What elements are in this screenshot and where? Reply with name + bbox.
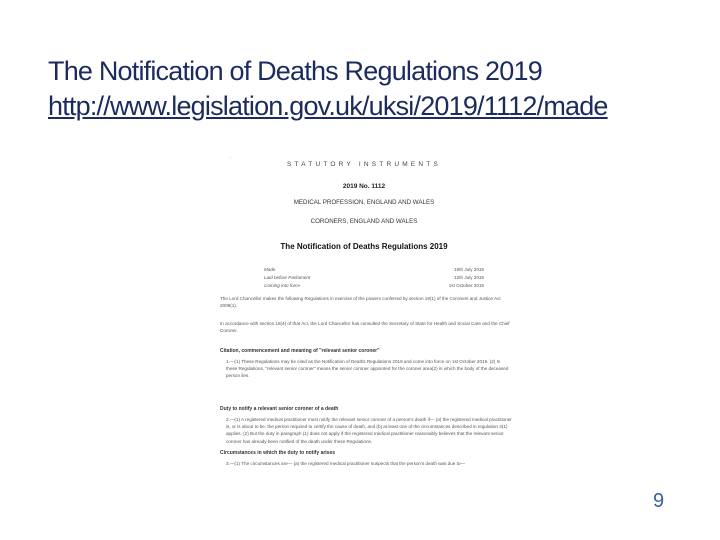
document-subject-medical: MEDICAL PROFESSION, ENGLAND AND WALES xyxy=(293,199,435,206)
preamble-paragraph: The Lord Chancellor makes the following Regulations in exercise of the powers conferred by section 18(1) of the Coroners and Justice Act 2009(1). xyxy=(220,296,501,309)
date-row-made xyxy=(264,266,484,274)
date-row-laid xyxy=(264,274,484,282)
document-dates xyxy=(264,266,484,290)
slide-title: The Notification of Deaths Regulations 2019 xyxy=(48,56,542,86)
document-title: The Notification of Deaths Regulations 2019 xyxy=(280,242,448,251)
document-series-label: STATUTORY INSTRUMENTS xyxy=(287,161,441,168)
date-row-in-force xyxy=(264,282,484,290)
regulation-3-text: 3.—(1) The circumstances are— (a) the registered medical practitioner suspects that the person's death was due to— xyxy=(226,461,466,466)
section-heading-citation: Citation, commencement and meaning of "relevant senior coroner" xyxy=(220,348,380,354)
statutory-instrument-document xyxy=(214,152,514,490)
date-label: Coming into force xyxy=(264,283,301,288)
legislation-link[interactable]: http://www.legislation.gov.uk/uksi/2019/1112/made xyxy=(48,91,608,121)
date-value: 1st October 2019 xyxy=(448,283,484,288)
section-heading-duty: Duty to notify a relevant senior coroner of a death xyxy=(220,406,339,412)
date-value: 10th July 2019 xyxy=(454,267,484,272)
date-label: Laid before Parliament xyxy=(264,275,311,280)
regulation-2-text: 2.—(1) A registered medical practitioner must notify the relevant senior coroner of a person's death if— (a) the registered medical practitioner is, or is about to be, the person required to certify the cause of death, and (b) at least one of the circumstances described in regulation 3(1) applies. (2) But the duty in paragraph (1) does not apply if the registered medical practitioner reasonably believes that the relevant senior coroner has already been notified of the death under these Regulations. xyxy=(226,417,512,444)
consultation-paragraph: In accordance with section 18(4) of that Act, the Lord Chancellor has consulted the Secretary of State for Health and Social Care and the Chief Coroner. xyxy=(220,321,510,334)
document-number: 2019 No. 1112 xyxy=(342,183,386,190)
page-number: 9 xyxy=(653,490,665,512)
section-heading-circumstances: Circumstances in which the duty to notify arises xyxy=(220,450,336,456)
date-label: Made xyxy=(264,267,276,272)
document-subject-coroners: CORONERS, ENGLAND AND WALES xyxy=(310,218,418,225)
regulation-1-text: 1.—(1) These Regulations may be cited as the Notification of Deaths Regulations 2019 and come into force on 1st October 2019. (2) In these Regulations, "relevant senior coroner" means the senior coroner appointed for the coroner area(2) in which the body of the deceased person lies. xyxy=(226,359,509,379)
date-value: 12th July 2019 xyxy=(454,275,484,280)
corner-mark: . xyxy=(230,154,232,160)
